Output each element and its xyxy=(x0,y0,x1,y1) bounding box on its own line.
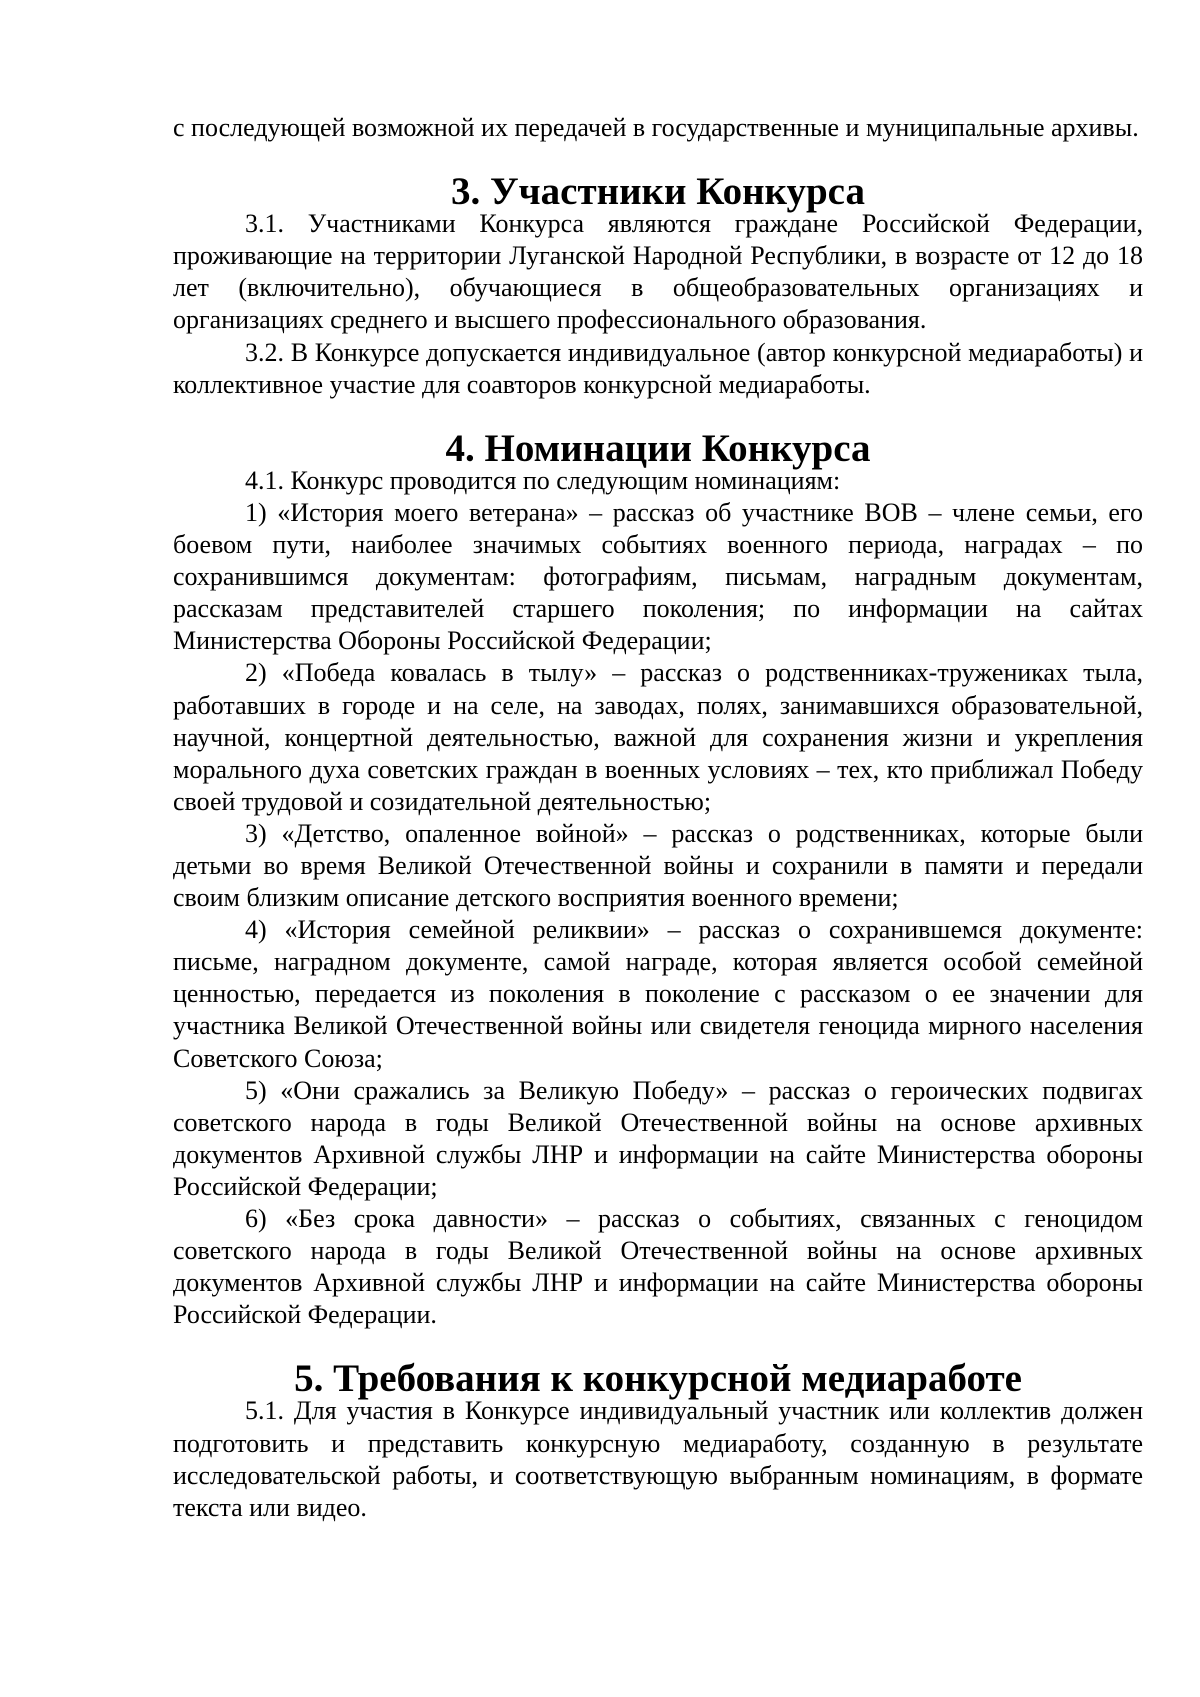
intro-continuation-paragraph: с последующей возможной их передачей в государственные и муниципальные архивы. xyxy=(173,113,1139,142)
paragraph-3-1: 3.1. Участниками Конкурса являются граждане Российской Федерации, проживающие на территории Луганской Народной Республики, в возрасте от 12 до 18 лет (включительно), обучающиеся в общеобразовательных организациях и организациях среднего и высшего профессионального образования. xyxy=(173,209,1143,335)
paragraph-5-1: 5.1. Для участия в Конкурсе индивидуальный участник или коллектив должен подготовить и представить конкурсную медиаработу, созданную в результате исследовательской работы, и соответствующую выбранным номинациям, в формате текста или видео. xyxy=(173,1396,1143,1522)
section-4-heading: 4. Номинации Конкурса xyxy=(445,426,871,470)
paragraph-4-1: 4.1. Конкурс проводится по следующим номинациям: xyxy=(245,465,841,495)
nomination-item-5: 5) «Они сражались за Великую Победу» – рассказ о героических подвигах советского народа в годы Великой Отечественной войны на основе архивных документов Архивной службы ЛНР и информации на сайте Министерства обороны Российской Федерации; xyxy=(173,1075,1143,1201)
paragraph-3-2: 3.2. В Конкурсе допускается индивидуальное (автор конкурсной медиаработы) и коллективное участие для соавторов конкурсной медиаработы. xyxy=(173,337,1143,399)
section-3-heading: 3. Участники Конкурса xyxy=(451,170,865,214)
nomination-item-3: 3) «Детство, опаленное войной» – рассказ о родственниках, которые были детьми во время Великой Отечественной войны и сохранили в памяти и передали своим близким описание детского восприятия военного времени; xyxy=(173,818,1143,913)
nomination-item-2: 2) «Победа ковалась в тылу» – рассказ о родственниках-тружениках тыла, работавших в городе и на селе, на заводах, полях, занимавшихся образовательной, научной, концертной деятельностью, важной для сохранения жизни и укрепления морального духа советских граждан в военных условиях – тех, кто приближал Победу своей трудовой и созидательной деятельностью; xyxy=(173,658,1143,816)
nomination-item-1: 1) «История моего ветерана» – рассказ об участнике ВОВ – члене семьи, его боевом пути, наиболее значимых событиях военного периода, наградах – по сохранившимся документам: фотографиям, письмам, наградным документам, рассказам представителей старшего поколения; по информации на сайтах Министерства Обороны Российской Федерации; xyxy=(173,497,1143,656)
nomination-item-4: 4) «История семейной реликвии» – рассказ о сохранившемся документе: письме, наградном документе, самой награде, которая является особой семейной ценностью, передается из поколения в поколение с рассказом о ее значении для участника Великой Отечественной войны или свидетеля геноцида мирного населения Советского Союза; xyxy=(173,915,1143,1073)
section-5-heading: 5. Требования к конкурсной медиаработе xyxy=(294,1357,1022,1401)
document-page xyxy=(173,112,1143,1524)
nomination-item-6: 6) «Без срока давности» – рассказ о событиях, связанных с геноцидом советского народа в годы Великой Отечественной войны на основе архивных документов Архивной службы ЛНР и информации на сайте Министерства обороны Российской Федерации. xyxy=(173,1204,1143,1330)
